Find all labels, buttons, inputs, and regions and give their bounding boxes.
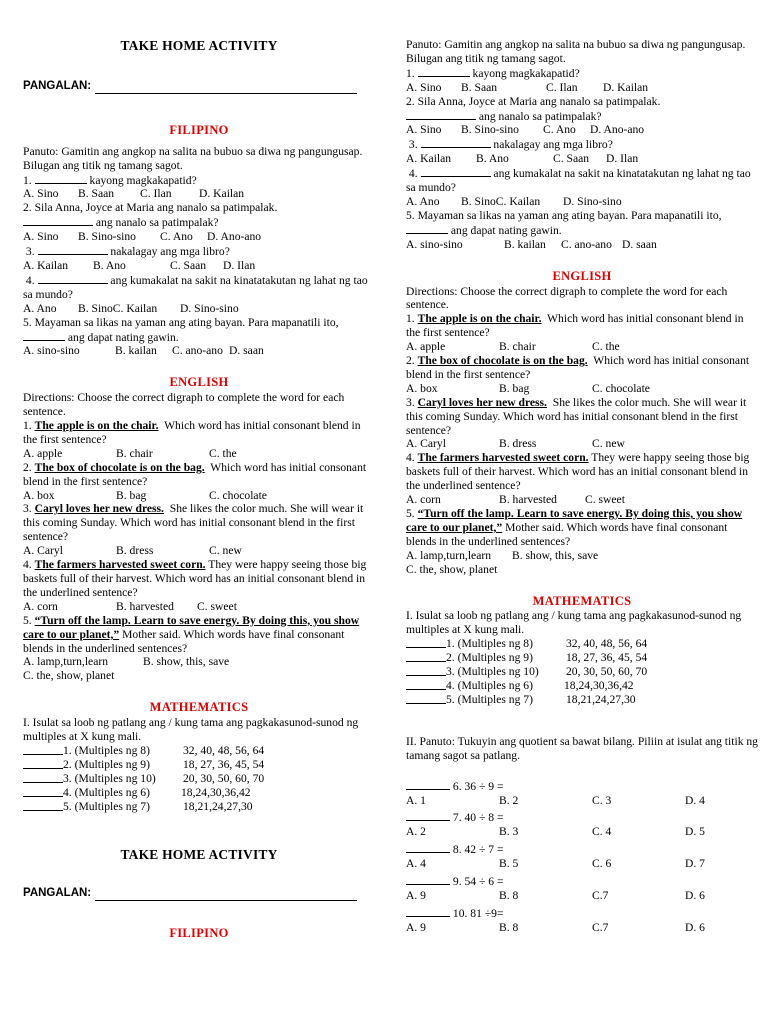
name-label: PANGALAN:: [23, 887, 92, 900]
option[interactable]: B. SinoC. Kailan: [78, 301, 158, 315]
filipino-section: [23, 145, 375, 359]
page-title: TAKE HOME ACTIVITY: [120, 38, 278, 53]
english-q2: 2. The box of chocolate is on the bag. Which word has initial consonant blend in the first sentence?: [406, 354, 750, 381]
filipino-q1: 1. kayong magkakapatid?: [23, 173, 197, 187]
option[interactable]: B. Ano: [476, 152, 509, 166]
right-column: [406, 38, 758, 935]
option[interactable]: C. 3: [592, 793, 612, 807]
english-directions: Directions: Choose the correct digraph to complete the word for each sentence.: [23, 391, 345, 419]
english-q1: 1. The apple is on the chair. Which word has initial consonant blend in the first sentence?: [406, 312, 744, 340]
division-item: 7. 40 ÷ 8 = A. 2 B. 3 C. 4 D. 5: [406, 811, 705, 839]
option[interactable]: A. Kailan: [406, 152, 452, 166]
filipino-heading-repeat: FILIPINO: [169, 926, 229, 941]
filipino-q5-options: [406, 238, 758, 252]
option[interactable]: D. 5: [685, 825, 705, 839]
name-line[interactable]: [95, 82, 357, 94]
math-section: [23, 716, 375, 813]
option[interactable]: B. dress: [116, 544, 154, 558]
option[interactable]: B. chair: [116, 446, 153, 460]
option[interactable]: B. harvested: [116, 599, 174, 613]
name-line[interactable]: [95, 889, 357, 901]
math-item: 1. (Multiples ng 8) 32, 40, 48, 56, 64: [23, 744, 375, 758]
filipino-q4-options: [23, 302, 375, 316]
answer-blank[interactable]: [406, 651, 446, 662]
filipino-q5-options: [23, 344, 375, 358]
option[interactable]: D. Ano-ano: [207, 230, 262, 244]
option[interactable]: B. Sino-sino: [78, 230, 136, 244]
option[interactable]: A. 4: [406, 857, 426, 871]
english-q1-options: [23, 447, 375, 461]
math-item: 3. (Multiples ng 10) 20, 30, 50, 60, 70: [406, 665, 758, 679]
option[interactable]: C.7: [592, 888, 609, 902]
option[interactable]: A. 9: [406, 920, 426, 934]
english-section-right: [406, 285, 758, 577]
english-q2: 2. The box of chocolate is on the bag. Which word has initial consonant blend in the first sentence?: [23, 460, 367, 488]
option[interactable]: A. Sino: [406, 123, 442, 137]
option[interactable]: D. 6: [685, 920, 705, 934]
option[interactable]: B. 5: [499, 857, 519, 871]
option[interactable]: D. saan: [229, 344, 264, 358]
option[interactable]: D. Sino-sino: [563, 194, 622, 208]
english-q1-options: [406, 340, 758, 354]
option[interactable]: B. Ano: [93, 258, 126, 272]
option[interactable]: C.7: [592, 920, 609, 934]
math-directions: I. Isulat sa loob ng patlang ang / kung tama ang pagkakasunod-sunod ng multiples at X kung mali.: [23, 716, 359, 744]
math-heading-right: MATHEMATICS: [532, 593, 632, 608]
english-q4: 4. The farmers harvested sweet corn. They were happy seeing those big baskets full of their harvest. Which word has an initial consonant blend in the underlined sentence?: [23, 558, 367, 599]
left-column: [23, 0, 375, 941]
english-q4-options: [406, 493, 758, 507]
english-q5: 5. “Turn off the lamp. Learn to save energy. By doing this, you show care to our planet,” Mother said. Which words have final consonant blends in the underlined sentences?: [23, 613, 360, 655]
math-directions: I. Isulat sa loob ng patlang ang / kung tama ang pagkakasunod-sunod ng multiples at X kung mali.: [406, 609, 742, 637]
filipino-q5: 5. Mayaman sa likas na yaman ang ating bayan. Para mapanatili ito,: [23, 315, 339, 329]
option[interactable]: A. 9: [406, 888, 426, 902]
division-list: [406, 779, 758, 935]
option[interactable]: B. 2: [499, 793, 519, 807]
division-item: 10. 81 ÷9= A. 9 B. 8 C.7 D. 6: [406, 906, 705, 934]
math-heading: MATHEMATICS: [149, 700, 249, 715]
option[interactable]: A. Ano: [406, 194, 440, 208]
english-q5-options: [406, 549, 758, 563]
math-item: 2. (Multiples ng 9) 18, 27, 36, 45, 54: [23, 758, 375, 772]
option[interactable]: D. 6: [685, 888, 705, 902]
option[interactable]: A. 1: [406, 793, 426, 807]
option[interactable]: A. Ano: [23, 301, 57, 315]
option[interactable]: C. sweet: [197, 599, 237, 613]
english-q5-option-c[interactable]: C. the, show, planet: [406, 562, 498, 576]
option[interactable]: A. apple: [23, 446, 63, 460]
option[interactable]: D. 7: [685, 857, 705, 871]
filipino-q1-options: [23, 187, 375, 201]
option[interactable]: C. 4: [592, 825, 612, 839]
answer-blank[interactable]: [23, 800, 63, 811]
option[interactable]: C. chocolate: [592, 381, 650, 395]
filipino-q2: 2. Sila Anna, Joyce at Maria ang nanalo sa patimpalak.: [406, 94, 661, 108]
option[interactable]: C. ano-ano: [561, 237, 612, 251]
math-item: 2. (Multiples ng 9) 18, 27, 36, 45, 54: [406, 651, 758, 665]
option[interactable]: D. Sino-sino: [180, 301, 239, 315]
math-part2-directions: II. Panuto: Tukuyin ang quotient sa bawat bilang. Piliin at isulat ang titik ng tamang sagot sa patlang.: [406, 734, 758, 762]
filipino-q4: 4. ang kumakalat na sakit na kinatatakutan ng lahat ng tao sa mundo?: [406, 167, 751, 195]
option[interactable]: D. Ilan: [606, 152, 639, 166]
filipino-q2-options: [406, 123, 758, 137]
option[interactable]: B. show, this, save: [512, 548, 599, 562]
english-q3-options: [406, 437, 758, 451]
option[interactable]: A. Sino: [23, 187, 59, 201]
option[interactable]: D. Kailan: [199, 187, 245, 201]
filipino-directions: Panuto: Gamitin ang angkop na salita na bubuo sa diwa ng pangungusap. Bilugan ang titik ng tamang sagot.: [23, 144, 363, 172]
english-q5-option-c[interactable]: C. the, show, planet: [23, 669, 115, 683]
answer-blank[interactable]: [23, 772, 63, 783]
option[interactable]: D. Kailan: [603, 80, 649, 94]
option[interactable]: B. show, this, save: [143, 655, 230, 669]
option[interactable]: C. new: [209, 544, 242, 558]
option[interactable]: A. corn: [23, 599, 58, 613]
option[interactable]: C. the: [592, 340, 620, 354]
option[interactable]: D. 4: [685, 793, 705, 807]
option[interactable]: A. lamp,turn,learn: [406, 548, 491, 562]
filipino-q2-line: ang nanalo sa patimpalak?: [23, 215, 375, 230]
option[interactable]: C. new: [592, 437, 625, 451]
option[interactable]: C. sweet: [585, 493, 625, 507]
option[interactable]: A. sino-sino: [406, 237, 463, 251]
option[interactable]: A. Kailan: [23, 258, 69, 272]
filipino-q2-options: [23, 230, 375, 244]
filipino-q5-line: ang dapat nating gawin.: [406, 223, 758, 238]
answer-blank[interactable]: [406, 665, 446, 676]
option[interactable]: A. 2: [406, 825, 426, 839]
option[interactable]: B. bag: [499, 381, 530, 395]
answer-blank[interactable]: [406, 637, 446, 648]
option[interactable]: C. the: [209, 446, 237, 460]
option[interactable]: B. Saan: [461, 80, 498, 94]
filipino-directions: Panuto: Gamitin ang angkop na salita na bubuo sa diwa ng pangungusap. Bilugan ang titik ng tamang sagot.: [406, 38, 746, 65]
english-heading: ENGLISH: [169, 375, 229, 390]
filipino-q4-options: [406, 195, 758, 209]
option[interactable]: C. Saan: [553, 152, 590, 166]
filipino-q1: 1. kayong magkakapatid?: [406, 66, 580, 80]
option[interactable]: D. Ano-ano: [590, 123, 645, 137]
filipino-q3-options: [23, 259, 375, 273]
option[interactable]: A. Caryl: [23, 544, 63, 558]
option[interactable]: D. saan: [622, 237, 657, 251]
filipino-heading: FILIPINO: [169, 122, 229, 137]
option[interactable]: B. harvested: [499, 493, 557, 507]
math-item: 5. (Multiples ng 7) 18,21,24,27,30: [406, 693, 758, 707]
option[interactable]: A. Sino: [23, 230, 59, 244]
option[interactable]: B. chair: [499, 340, 536, 354]
english-q3: 3. Caryl loves her new dress. She likes the color much. She will wear it this coming Sunday. Which word has initial consonant blend in the first sentence?: [406, 395, 747, 437]
answer-blank[interactable]: [406, 693, 446, 704]
math-item: 5. (Multiples ng 7) 18,21,24,27,30: [23, 800, 375, 814]
name-field[interactable]: [23, 80, 375, 94]
division-item: 9. 54 ÷ 6 = A. 9 B. 8 C.7 D. 6: [406, 875, 705, 902]
option[interactable]: B. 8: [499, 920, 519, 934]
answer-blank[interactable]: [23, 744, 63, 755]
option[interactable]: B. SinoC. Kailan: [461, 194, 541, 208]
english-q3: 3. Caryl loves her new dress. She likes the color much. She will wear it this coming Sunday. Which word has initial consonant blend in the first sentence?: [23, 502, 364, 544]
english-directions: Directions: Choose the correct digraph to complete the word for each sentence.: [406, 284, 728, 312]
english-q2-options: [23, 489, 375, 503]
option[interactable]: A. box: [23, 488, 55, 502]
name-field-repeat[interactable]: [23, 887, 375, 901]
option[interactable]: B. bag: [116, 488, 147, 502]
english-q4-options: [23, 600, 375, 614]
english-q1: 1. The apple is on the chair. Which word has initial consonant blend in the first sentence?: [23, 419, 361, 446]
option[interactable]: A. sino-sino: [23, 344, 80, 358]
option[interactable]: C. Ilan: [546, 80, 578, 94]
math-item: 4. (Multiples ng 6) 18,24,30,36,42: [23, 786, 375, 800]
math-item: 4. (Multiples ng 6) 18,24,30,36,42: [406, 679, 758, 693]
filipino-q5-line: ang dapat nating gawin.: [23, 330, 375, 345]
math-section-right: [406, 609, 758, 934]
option[interactable]: C. Saan: [170, 258, 207, 272]
option[interactable]: C. ano-ano: [172, 344, 223, 358]
english-section: [23, 391, 375, 683]
page-title-repeat: TAKE HOME ACTIVITY: [120, 846, 278, 862]
option[interactable]: C. Ilan: [140, 187, 172, 201]
filipino-section-right: [406, 38, 758, 252]
option[interactable]: A. corn: [406, 493, 441, 507]
option[interactable]: C. 6: [592, 857, 612, 871]
filipino-q5: 5. Mayaman sa likas na yaman ang ating bayan. Para mapanatili ito,: [406, 208, 722, 222]
option[interactable]: B. dress: [499, 437, 537, 451]
division-item: 6. 36 ÷ 9 = A. 1 B. 2 C. 3 D. 4: [406, 779, 705, 807]
filipino-q3: 3. nakalagay ang mga libro?: [408, 138, 613, 152]
option[interactable]: D. Ilan: [223, 258, 256, 272]
option[interactable]: C. chocolate: [209, 488, 267, 502]
filipino-q3-options: [406, 152, 758, 166]
option[interactable]: A. box: [406, 381, 438, 395]
option[interactable]: B. Saan: [78, 187, 115, 201]
english-heading-right: ENGLISH: [552, 268, 612, 283]
filipino-q3: 3. nakalagay ang mga libro?: [25, 245, 230, 259]
answer-blank[interactable]: [406, 679, 446, 690]
filipino-q2-line: ang nanalo sa patimpalak?: [406, 109, 758, 124]
english-q3-options: [23, 544, 375, 558]
option[interactable]: A. lamp,turn,learn: [23, 655, 108, 669]
option[interactable]: B. Sino-sino: [461, 123, 519, 137]
name-label: PANGALAN:: [23, 79, 92, 92]
option[interactable]: C. Ano: [160, 230, 193, 244]
option[interactable]: B. kailan: [115, 344, 157, 358]
filipino-q4: 4. ang kumakalat na sakit na kinatatakutan ng lahat ng tao sa mundo?: [23, 273, 368, 301]
filipino-q1-options: [406, 81, 758, 95]
division-item: 8. 42 ÷ 7 = A. 4 B. 5 C. 6 D. 7: [406, 843, 705, 871]
filipino-q2: 2. Sila Anna, Joyce at Maria ang nanalo sa patimpalak.: [23, 201, 278, 215]
option[interactable]: A. apple: [406, 340, 446, 354]
english-q5: 5. “Turn off the lamp. Learn to save energy. By doing this, you show care to our planet,” Mother said. Which words have final consonant blends in the underlined sentences?: [406, 507, 743, 548]
option[interactable]: A. Caryl: [406, 437, 446, 451]
answer-blank[interactable]: [23, 786, 63, 797]
option[interactable]: A. Sino: [406, 80, 442, 94]
math-item: 1. (Multiples ng 8) 32, 40, 48, 56, 64: [406, 637, 758, 651]
english-q2-options: [406, 382, 758, 396]
english-q5-options: [23, 655, 375, 669]
option[interactable]: C. Ano: [543, 123, 576, 137]
option[interactable]: B. 3: [499, 825, 519, 839]
math-item: 3. (Multiples ng 10) 20, 30, 50, 60, 70: [23, 772, 375, 786]
option[interactable]: B. 8: [499, 888, 519, 902]
answer-blank[interactable]: [23, 758, 63, 769]
option[interactable]: B. kailan: [504, 237, 546, 251]
english-q4: 4. The farmers harvested sweet corn. They were happy seeing those big baskets full of their harvest. Which word has an initial consonant blend in the underlined sentence?: [406, 451, 750, 493]
